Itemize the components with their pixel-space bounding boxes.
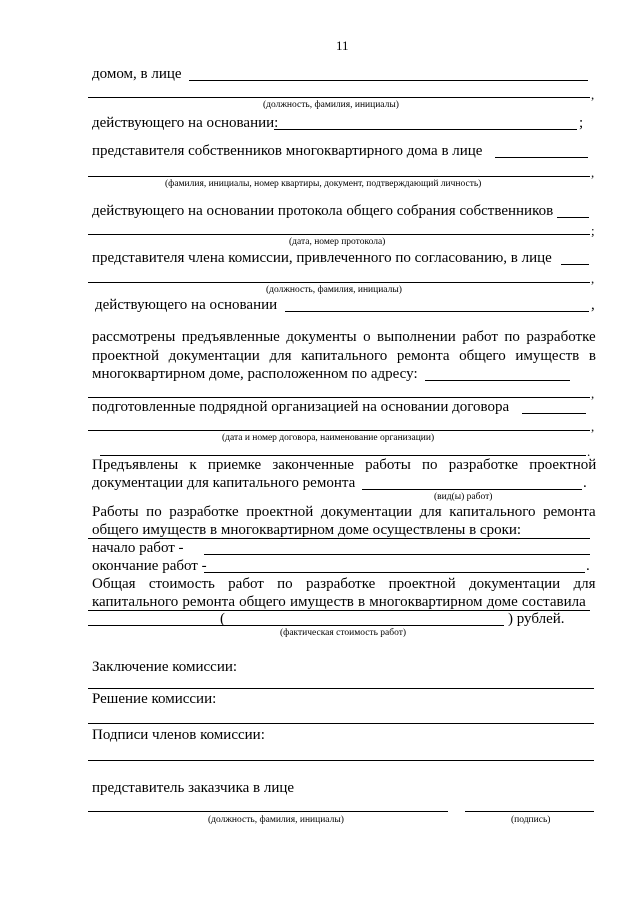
period: .	[587, 444, 591, 459]
caption: (вид(ы) работ)	[434, 492, 493, 502]
fill-line[interactable]	[362, 489, 582, 490]
caption: (должность, фамилия, инициалы)	[263, 100, 399, 110]
caption: (должность, фамилия, инициалы)	[266, 285, 402, 295]
caption: (дата, номер протокола)	[289, 237, 386, 247]
fill-line[interactable]	[88, 430, 590, 431]
start-label: начало работ -	[92, 540, 184, 556]
start-date-line[interactable]	[204, 554, 590, 555]
signature-line[interactable]	[465, 811, 594, 812]
end-date-line[interactable]	[204, 572, 585, 573]
comma: ,	[591, 419, 595, 434]
paragraph-line: общего имуществ в многоквартирном доме осуществлены в сроки:	[92, 522, 522, 538]
comma: ,	[591, 297, 595, 313]
semicolon: ;	[579, 115, 584, 131]
text-line: подготовленные подрядной организацией на основании договора	[92, 399, 510, 415]
period: .	[586, 558, 590, 574]
caption: (должность, фамилия, инициалы)	[208, 815, 344, 825]
page-number: 11	[336, 38, 349, 53]
customer-label: представитель заказчика в лице	[92, 780, 295, 796]
fill-line[interactable]	[522, 413, 586, 414]
fill-line[interactable]	[274, 129, 577, 130]
caption: (фамилия, инициалы, номер квартиры, документ, подтверждающий личность)	[165, 179, 482, 189]
fill-line[interactable]	[495, 157, 588, 158]
comma: ,	[591, 386, 595, 401]
paragraph-line: многоквартирном доме, расположенном по адресу:	[92, 366, 418, 382]
text-line: действующего на основании протокола общего собрания собственников	[92, 203, 554, 219]
signatures-label: Подписи членов комиссии:	[92, 727, 265, 743]
text-line: действующего на основании	[95, 297, 278, 313]
fill-line[interactable]	[100, 455, 586, 456]
text-line: представителя собственников многоквартирного дома в лице	[92, 143, 483, 159]
paragraph-line: Работы по разработке проектной документации для капитального ремонта	[92, 504, 596, 520]
fill-line[interactable]	[88, 538, 590, 539]
name-line[interactable]	[88, 811, 448, 812]
fill-line[interactable]	[88, 723, 594, 724]
end-label: окончание работ -	[92, 558, 207, 574]
paragraph-line: документации для капитального ремонта	[92, 475, 356, 491]
period: .	[583, 475, 587, 491]
paragraph-line: Предъявлены к приемке законченные работы по разработке проектной	[92, 457, 597, 473]
paren-open: (	[220, 611, 225, 627]
conclusion-label: Заключение комиссии:	[92, 659, 238, 675]
fill-line[interactable]	[561, 264, 589, 265]
fill-line[interactable]	[88, 397, 590, 398]
fill-line[interactable]	[425, 380, 570, 381]
comma: ,	[591, 87, 595, 102]
fill-line[interactable]	[88, 688, 594, 689]
text-line: представителя члена комиссии, привлеченного по согласованию, в лице	[92, 250, 552, 266]
fill-line[interactable]	[557, 217, 589, 218]
paragraph-line: рассмотрены предъявленные документы о выполнении работ по разработке	[92, 329, 596, 345]
fill-line[interactable]	[285, 311, 589, 312]
comma: ,	[591, 165, 595, 180]
semicolon: ;	[591, 223, 595, 238]
paragraph-line: Общая стоимость работ по разработке проектной документации для	[92, 576, 596, 592]
text-line: домом, в лице	[92, 66, 182, 82]
fill-line[interactable]	[88, 97, 590, 98]
fill-line[interactable]	[88, 176, 590, 177]
cost-line[interactable]	[88, 625, 504, 626]
paragraph-line: капитального ремонта общего имуществ в многоквартирном доме составила	[92, 594, 586, 610]
rubles-label: ) рублей.	[508, 611, 565, 627]
text-line: действующего на основании:	[92, 115, 279, 131]
fill-line[interactable]	[88, 234, 590, 235]
comma: ,	[591, 271, 595, 286]
fill-line[interactable]	[189, 80, 588, 81]
decision-label: Решение комиссии:	[92, 691, 217, 707]
paragraph-line: проектной документации для капитального ремонта общего имуществ в	[92, 348, 596, 364]
fill-line[interactable]	[88, 282, 590, 283]
caption: (дата и номер договора, наименование организации)	[222, 433, 435, 443]
fill-line[interactable]	[88, 760, 594, 761]
caption: (фактическая стоимость работ)	[280, 628, 407, 638]
caption: (подпись)	[511, 815, 551, 825]
